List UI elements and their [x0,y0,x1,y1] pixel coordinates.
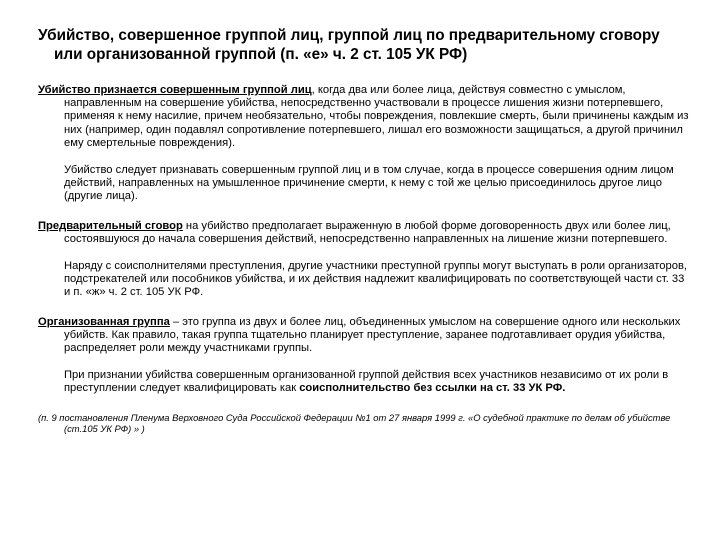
footnote-citation: (п. 9 постановления Пленума Верховного Суда Российской Федерации №1 от 27 января 1999 г. «О судебной практике по делам об убийстве (ст.105 УК РФ) » ) [38,411,671,435]
organized-qualification-paragraph [38,369,690,395]
organized-group-text: – это группа из двух и более лиц, объединенных умыслом на совершение одного или нескольких убийств. Как правило, такая группа тщательно планирует преступление, заранее подготавливает орудия убийства, распределяет роли между участниками группы. [64,315,681,355]
conspiracy-term: Предварительный сговор [38,219,183,232]
group-definition-text: , когда два или более лица, действуя совместно с умыслом, направленным на совершение убийства, непосредственно участвовали в процессе лишения жизни потерпевшего, применяя к нему насилие, причем необязательно, чтобы повреждения, повлекшие смерть, были причинены каждым из них (например, один подавлял сопротивление потерпевшего, лишал его возможности защищаться, а другой причинил ему смертельные повреждения). [64,84,689,149]
conspiracy-definition-paragraph [38,220,690,246]
organized-group-term: Организованная группа [38,315,170,328]
accomplices-paragraph: Наряду с соисполнителями преступления, другие участники преступной группы могут выступать в роли организаторов, подстрекателей или пособников убийства, и их действия надлежит квалифицировать по соответствующей части ст. 33 и п. «ж» ч. 2 ст. 105 УК РФ. [64,260,688,299]
organized-qualification-bold: соисполнительство без ссылки на ст. 33 УК РФ. [299,382,566,395]
organized-qualification-text: При признании убийства совершенным организованной группой действия всех участников независимо от их роли в преступлении следует квалифицировать как [64,369,669,395]
slide-title: Убийство, совершенное группой лиц, группой лиц по предварительному сговору или организованной группой (п. «е» ч. 2 ст. 105 УК РФ) [38,27,660,63]
group-joining-paragraph: Убийство следует признавать совершенным группой лиц и в том случае, когда в процессе совершения одним лицом действий, направленных на умышленное причинение смерти, к нему с той же целью присоединилось другое лицо (другие лица). [64,164,674,203]
group-definition-paragraph [38,84,690,150]
conspiracy-definition-text: на убийство предполагает выраженную в любой форме договоренность двух или более лиц, состоявшуюся до начала совершения действий, непосредственно направленных на лишение жизни потерпевшего. [64,219,671,245]
group-term: Убийство признается совершенным группой лиц [38,84,312,96]
organized-group-paragraph [38,316,690,356]
